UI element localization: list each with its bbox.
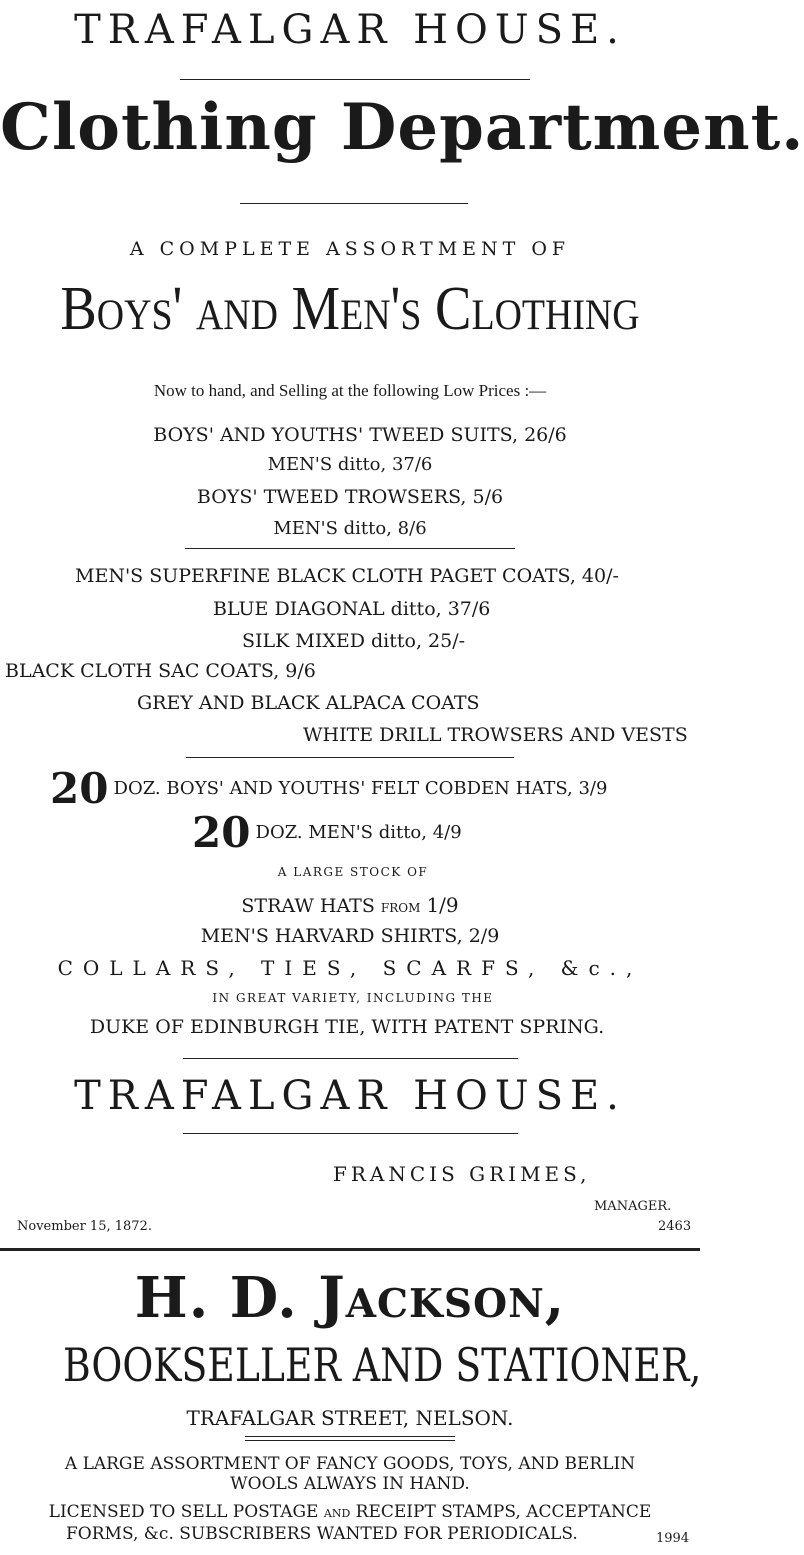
straw-hats-price: 1/9 bbox=[426, 893, 459, 917]
boys-hats-text: DOZ. BOYS' AND YOUTHS' FELT COBDEN HATS, 3/9 bbox=[113, 778, 608, 799]
trafalgar-footer-header: TRAFALGAR HOUSE. bbox=[74, 1073, 626, 1119]
jackson-name: H. D. Jackson, bbox=[134, 1265, 566, 1331]
now-to-hand-line: Now to hand, and Selling at the following Low Prices :— bbox=[153, 381, 547, 400]
divider bbox=[240, 203, 468, 204]
trafalgar-header: TRAFALGAR HOUSE. bbox=[74, 7, 626, 53]
price-line-mens-suits: MEN'S ditto, 37/6 bbox=[267, 454, 433, 475]
boys-hats-quantity: 20 bbox=[50, 764, 109, 813]
assortment-intro: A COMPLETE ASSORTMENT OF bbox=[129, 238, 571, 260]
advert-reference-number: 2463 bbox=[658, 1219, 692, 1234]
price-line-sac-coats: BLACK CLOTH SAC COATS, 9/6 bbox=[5, 660, 316, 682]
boys-hats-line bbox=[50, 764, 608, 813]
price-line-boys-suits: BOYS' AND YOUTHS' TWEED SUITS, 26/6 bbox=[153, 424, 567, 446]
harvard-shirts-line: MEN'S HARVARD SHIRTS, 2/9 bbox=[200, 925, 500, 947]
straw-hats-from: FROM bbox=[380, 901, 421, 915]
advert-separator bbox=[0, 1248, 700, 1251]
licensed-and: AND bbox=[323, 1507, 351, 1520]
price-line-alpaca-coats: GREY AND BLACK ALPACA COATS bbox=[137, 692, 480, 714]
mens-hats-line bbox=[192, 808, 462, 857]
jackson-advertisement bbox=[0, 1252, 700, 1555]
fancy-goods-line: A LARGE ASSORTMENT OF FANCY GOODS, TOYS, AND BERLIN bbox=[64, 1454, 636, 1474]
divider bbox=[186, 757, 514, 758]
double-divider bbox=[245, 1436, 455, 1441]
department-title: Clothing Department. bbox=[0, 90, 804, 165]
divider bbox=[185, 548, 515, 549]
advert-date: November 15, 1872. bbox=[17, 1219, 152, 1234]
mens-hats-text: DOZ. MEN'S ditto, 4/9 bbox=[255, 822, 462, 843]
divider bbox=[183, 1058, 518, 1059]
price-line-paget-coats: MEN'S SUPERFINE BLACK CLOTH PAGET COATS, 40/- bbox=[75, 565, 619, 587]
licensed-line bbox=[0, 1504, 700, 1521]
licensed-prefix: LICENSED TO SELL POSTAGE bbox=[48, 1502, 319, 1522]
manager-title: MANAGER. bbox=[594, 1199, 672, 1214]
jackson-address: TRAFALGAR STREET, NELSON. bbox=[186, 1406, 514, 1430]
large-stock-line: A LARGE STOCK OF bbox=[277, 865, 429, 879]
price-line-boys-trowsers: BOYS' TWEED TROWSERS, 5/6 bbox=[196, 486, 504, 508]
periodicals-line: FORMS, &c. SUBSCRIBERS WANTED FOR PERIODICALS. bbox=[66, 1524, 578, 1544]
straw-hats-line bbox=[0, 895, 700, 916]
great-variety-line: IN GREAT VARIETY, INCLUDING THE bbox=[212, 991, 494, 1005]
price-line-drill-trowsers: WHITE DRILL TROWSERS AND VESTS bbox=[303, 724, 688, 746]
main-heading: Boys' and Men's Clothing bbox=[60, 275, 640, 343]
straw-hats-label: STRAW HATS bbox=[241, 895, 375, 917]
divider bbox=[183, 1133, 518, 1134]
mens-hats-quantity: 20 bbox=[192, 808, 251, 857]
berlin-wools-line: WOOLS ALWAYS IN HAND. bbox=[230, 1474, 470, 1494]
licensed-suffix: RECEIPT STAMPS, ACCEPTANCE bbox=[355, 1502, 652, 1522]
collars-line: COLLARS, TIES, SCARFS, &c., bbox=[57, 956, 643, 980]
jackson-trade: BOOKSELLER AND STATIONER, bbox=[63, 1338, 702, 1392]
price-line-mens-trowsers: MEN'S ditto, 8/6 bbox=[273, 518, 427, 539]
edinburgh-tie-line: DUKE OF EDINBURGH TIE, WITH PATENT SPRING. bbox=[89, 1016, 605, 1038]
divider bbox=[180, 79, 530, 80]
price-line-silk-mixed: SILK MIXED ditto, 25/- bbox=[242, 630, 466, 652]
manager-name: FRANCIS GRIMES, bbox=[333, 1162, 591, 1186]
price-line-blue-diagonal: BLUE DIAGONAL ditto, 37/6 bbox=[213, 598, 491, 620]
jackson-reference-number: 1994 bbox=[656, 1531, 690, 1546]
